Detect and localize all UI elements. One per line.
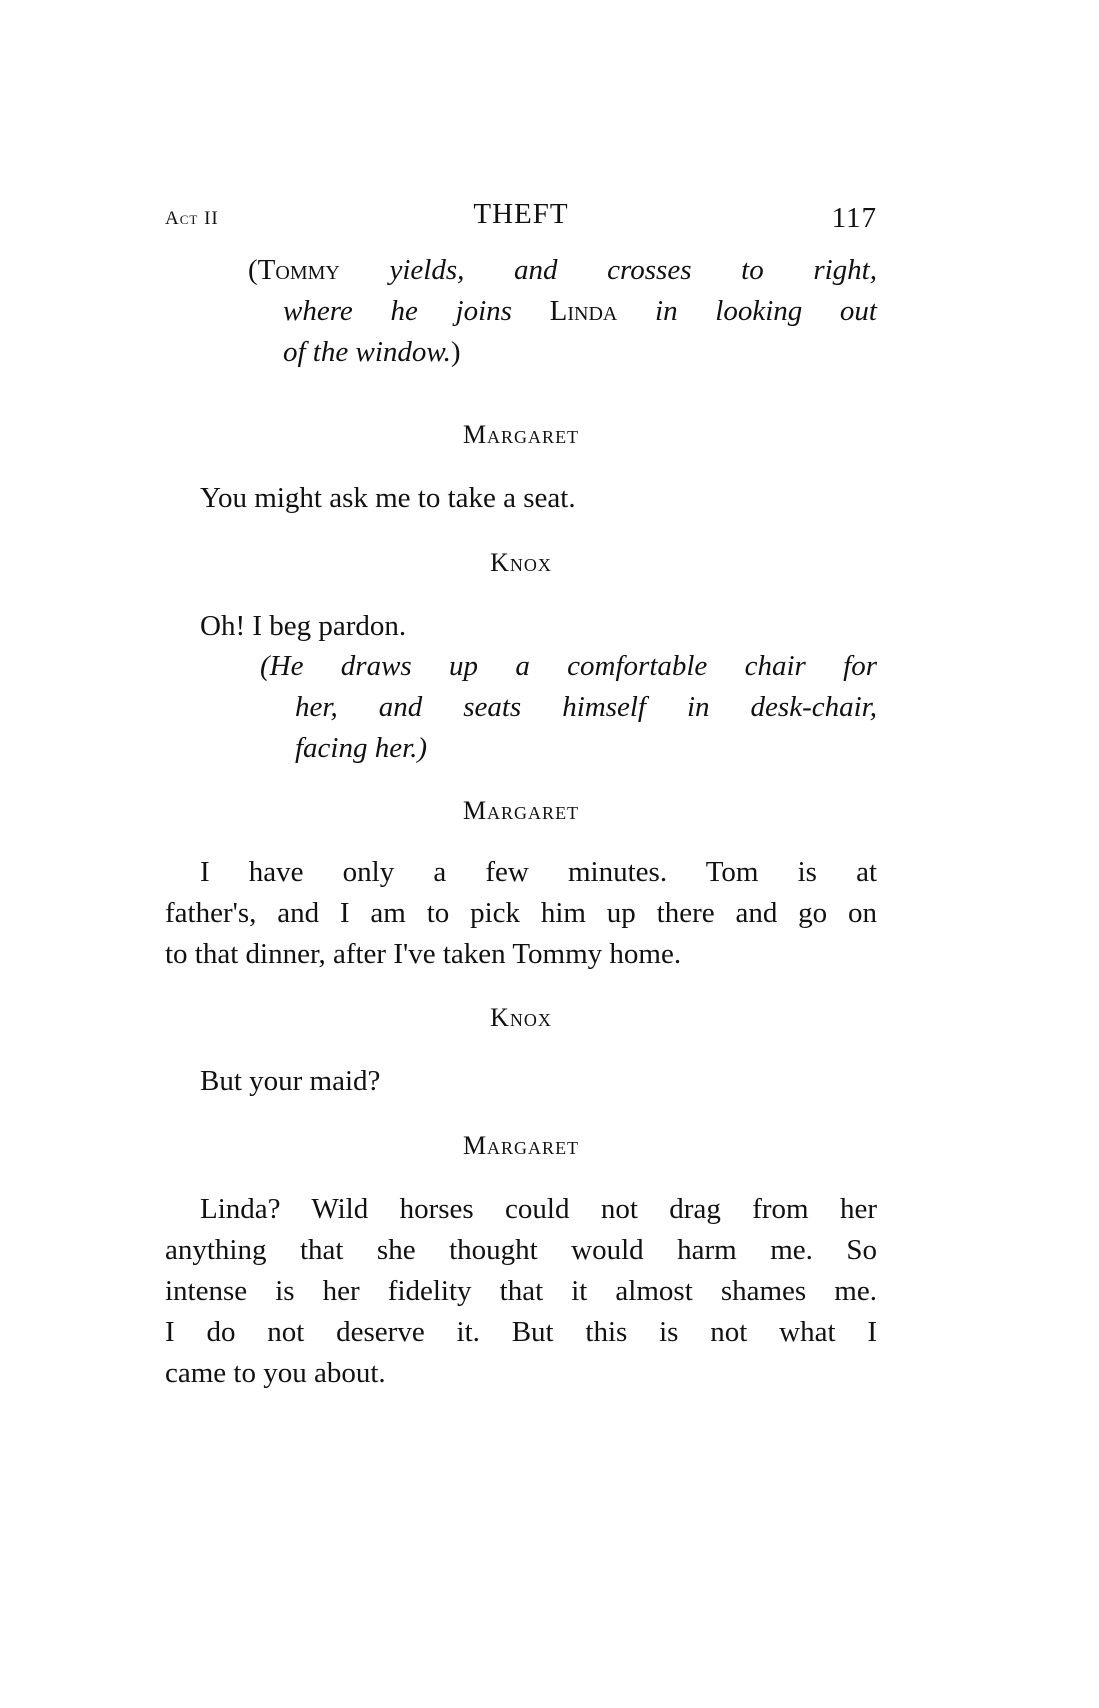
dialogue-line: I do not deserve it. But this is not what I <box>165 1316 877 1348</box>
direction-text: where he joins <box>283 295 550 327</box>
act-label: Act II <box>165 208 219 229</box>
dialogue <box>165 852 877 975</box>
character-name: Linda <box>549 295 618 327</box>
dialogue-line: You might ask me to take a seat. <box>200 482 576 514</box>
running-header <box>165 198 877 238</box>
direction-text: yields, and crosses to right, <box>339 254 877 286</box>
dialogue-line: Linda? Wild horses could not drag from her <box>200 1193 877 1225</box>
dialogue <box>165 606 877 647</box>
dialogue <box>165 1061 877 1102</box>
direction-line <box>248 250 877 291</box>
stage-direction <box>248 250 877 373</box>
dialogue-line: intense is her fidelity that it almost shames me. <box>165 1275 877 1307</box>
dialogue-line: to that dinner, after I've taken Tommy home. <box>165 938 682 970</box>
dialogue-line: But your maid? <box>200 1065 381 1097</box>
character-name: Tommy <box>257 254 340 286</box>
running-title: THEFT <box>473 198 569 230</box>
dialogue <box>165 1189 877 1394</box>
paren-close: ) <box>450 336 461 368</box>
direction-line: facing her.) <box>295 732 428 764</box>
direction-line <box>248 332 877 373</box>
paren-open: ( <box>248 254 258 286</box>
dialogue-line: came to you about. <box>165 1357 386 1389</box>
dialogue-line: Oh! I beg pardon. <box>200 610 407 642</box>
speaker-name: Margaret <box>462 420 580 449</box>
speaker-name: Margaret <box>462 796 580 825</box>
speaker-name: Knox <box>490 1003 552 1032</box>
direction-line <box>248 291 877 332</box>
stage-direction <box>260 646 877 769</box>
dialogue-line: father's, and I am to pick him up there and go on <box>165 897 877 929</box>
direction-line: (He draws up a comfortable chair for <box>260 650 877 682</box>
direction-text: in looking out <box>617 295 877 327</box>
direction-text: of the window. <box>283 336 451 368</box>
dialogue-line: I have only a few minutes. Tom is at <box>200 856 877 888</box>
speaker-name: Margaret <box>462 1131 580 1160</box>
page-number: 117 <box>831 202 877 234</box>
direction-line: her, and seats himself in desk-chair, <box>295 691 877 723</box>
dialogue-line: anything that she thought would harm me. So <box>165 1234 877 1266</box>
speaker-name: Knox <box>490 548 552 577</box>
dialogue <box>165 478 877 519</box>
